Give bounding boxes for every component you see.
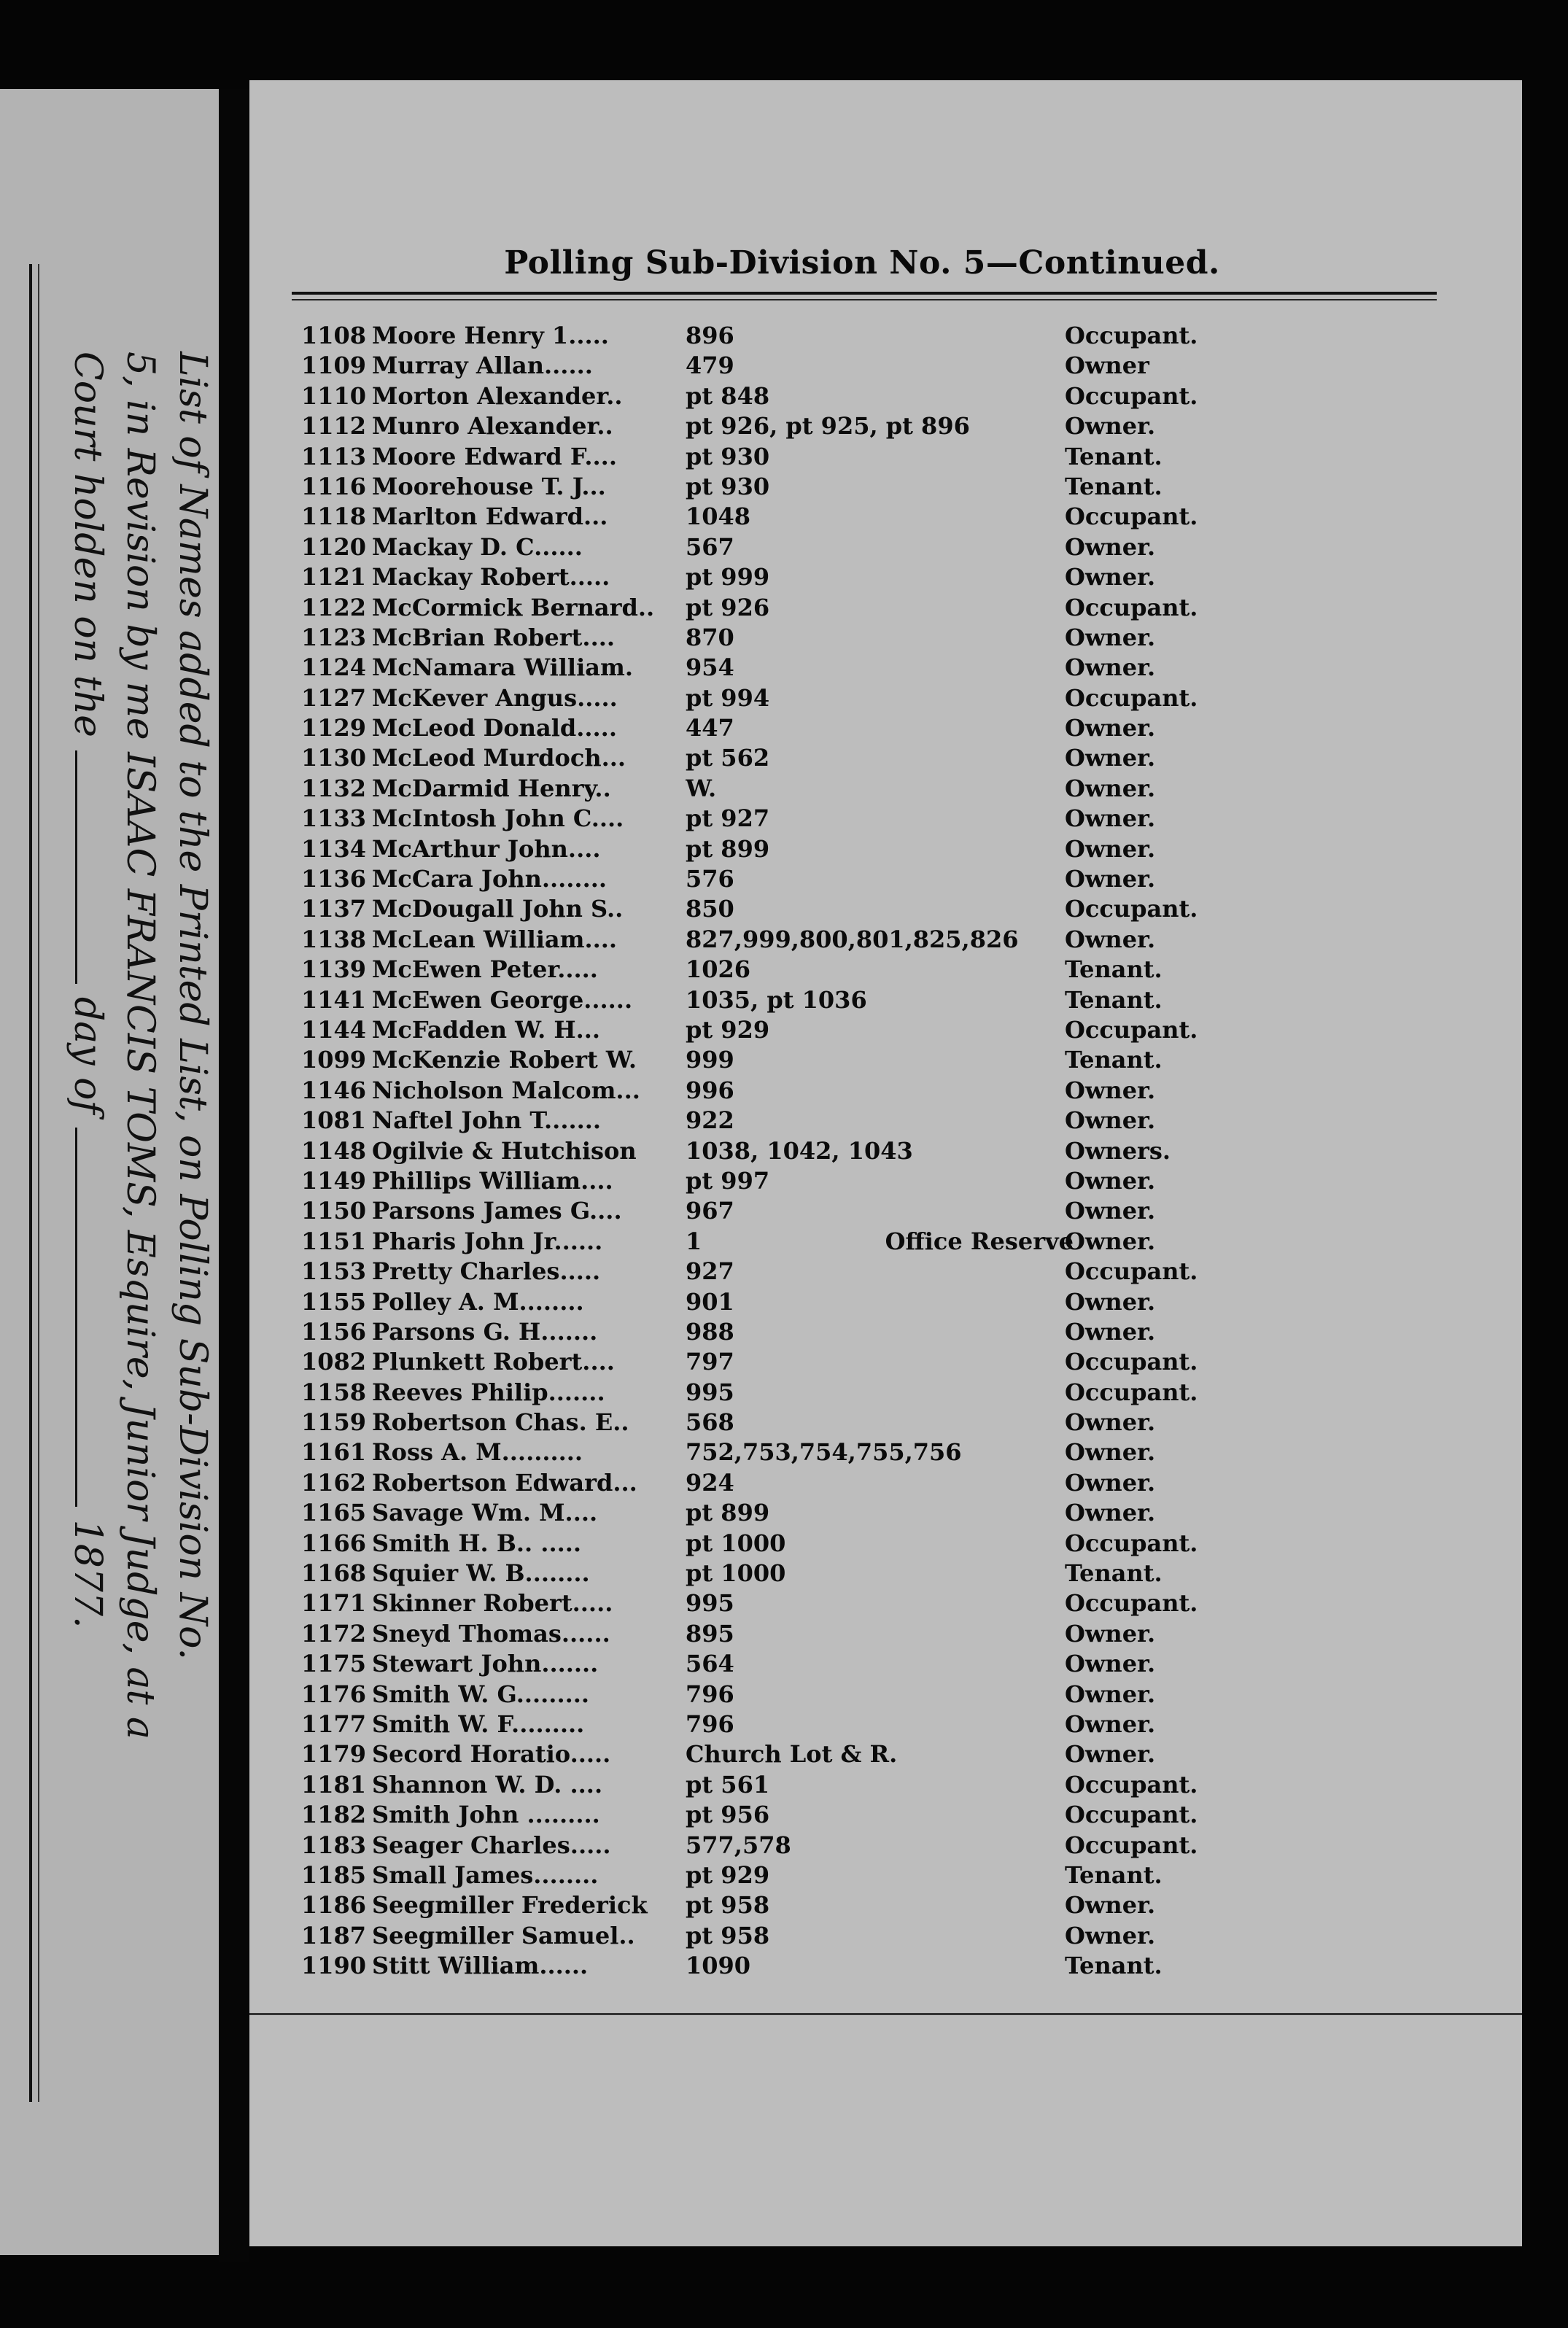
qualification: Owner.: [1065, 1227, 1156, 1255]
entry-number: 1187: [300, 1921, 366, 1949]
entry-number: 1113: [300, 442, 366, 470]
entry-number: 1183: [300, 1831, 366, 1859]
blank-date-day: [75, 750, 77, 984]
lot-number: 901: [686, 1287, 734, 1316]
qualification: Tenant.: [1065, 955, 1163, 984]
list-row: [249, 1015, 1522, 1045]
list-row: [249, 1649, 1522, 1679]
left-page-margin: [0, 89, 219, 2255]
list-row: [249, 1831, 1522, 1861]
entry-number: 1133: [300, 804, 366, 833]
list-row: [249, 1106, 1522, 1136]
qualification: Occupant.: [1065, 1015, 1198, 1044]
lot-number: 567: [686, 532, 734, 561]
lot-number: 1048: [686, 503, 751, 531]
voter-name: Ogilvie & Hutchison: [372, 1136, 637, 1165]
qualification: Owner.: [1065, 1468, 1156, 1497]
list-row: [249, 1166, 1522, 1196]
qualification: Owner.: [1065, 1499, 1156, 1527]
list-row: [249, 683, 1522, 713]
qualification: Tenant.: [1065, 1861, 1163, 1889]
blank-date-month: [75, 1128, 77, 1507]
lot-number: 796: [686, 1710, 734, 1738]
lot-number: pt 927: [686, 804, 770, 833]
entry-number: 1175: [300, 1650, 366, 1678]
list-row: [249, 713, 1522, 743]
lot-number: pt 1000: [686, 1529, 786, 1557]
qualification: Occupant.: [1065, 1348, 1198, 1376]
entry-number: 1161: [300, 1438, 366, 1467]
qualification: Owner.: [1065, 714, 1156, 742]
qualification: Owner.: [1065, 653, 1156, 682]
qualification: Occupant.: [1065, 1831, 1198, 1859]
note-line-3-text-a: Court holden on the: [66, 352, 109, 737]
voter-name: Ross A. M..........: [372, 1438, 583, 1467]
voter-name: Skinner Robert.....: [372, 1589, 613, 1618]
qualification: Owner.: [1065, 1650, 1156, 1678]
qualification: Owner.: [1065, 1680, 1156, 1708]
lot-number: pt 899: [686, 1499, 770, 1527]
lot-number: pt 930: [686, 472, 770, 500]
entry-number: 1149: [300, 1166, 366, 1195]
entry-number: 1141: [300, 985, 366, 1014]
rotated-certification-note: [44, 352, 219, 2102]
entry-number: 1116: [300, 472, 366, 500]
list-row: [249, 1921, 1522, 1951]
entry-number: 1081: [300, 1106, 366, 1135]
list-row: [249, 1770, 1522, 1800]
entry-number: 1168: [300, 1559, 366, 1588]
voter-name: Robertson Edward...: [372, 1468, 637, 1497]
list-row: [249, 532, 1522, 562]
qualification: Occupant.: [1065, 1529, 1198, 1557]
voter-name: Pretty Charles.....: [372, 1257, 601, 1286]
note-line-1: [166, 352, 219, 2102]
entry-number: 1159: [300, 1408, 366, 1437]
list-row: [249, 1347, 1522, 1377]
voter-name: Shannon W. D. ....: [372, 1770, 603, 1799]
voter-name: McCara John........: [372, 865, 607, 893]
lot-number: pt 997: [686, 1166, 770, 1195]
qualification: Owner.: [1065, 865, 1156, 893]
voter-name: McBrian Robert....: [372, 623, 615, 651]
lot-number: Church Lot & R.: [686, 1740, 898, 1769]
entry-number: 1129: [300, 714, 366, 742]
voter-name: Nicholson Malcom...: [372, 1076, 640, 1104]
list-row: [249, 834, 1522, 864]
qualification: Occupant.: [1065, 322, 1198, 349]
list-row: [249, 411, 1522, 441]
qualification: Owner.: [1065, 623, 1156, 651]
note-line-2: [114, 352, 166, 2102]
lot-number: pt 994: [686, 683, 770, 712]
voter-name: Moore Edward F....: [372, 442, 617, 470]
binding-gutter: [219, 89, 249, 2262]
lot-number: 1038, 1042, 1043: [686, 1136, 913, 1165]
list-row: [249, 1739, 1522, 1769]
voter-name: Smith John .........: [372, 1801, 600, 1829]
lot-number: pt 926: [686, 593, 770, 621]
entry-number: 1137: [300, 895, 366, 923]
page-heading: Polling Sub-Division No. 5—Continued.: [504, 244, 1220, 282]
voter-name: Seegmiller Samuel..: [372, 1921, 635, 1949]
voter-name: McLeod Murdoch...: [372, 744, 626, 772]
qualification: Occupant.: [1065, 1589, 1198, 1618]
lot-number: 827,999,800,801,825,826: [686, 925, 1019, 953]
entry-number: 1144: [300, 1015, 366, 1044]
list-row: [249, 894, 1522, 924]
voter-name: Squier W. B........: [372, 1559, 590, 1588]
list-row: [249, 743, 1522, 773]
list-row: [249, 985, 1522, 1015]
list-row: [249, 1498, 1522, 1528]
lot-number: pt 930: [686, 442, 770, 470]
qualification: Tenant.: [1065, 442, 1163, 470]
lot-number: 870: [686, 623, 734, 651]
list-row: [249, 321, 1522, 351]
voter-name: Murray Allan......: [372, 352, 593, 380]
list-row: [249, 1619, 1522, 1649]
voters-list-page: [249, 80, 1522, 2246]
note-line-1-text: List of Names added to the Printed List, on Polling Sub-Division No.: [171, 352, 214, 1661]
voter-name: McLean William....: [372, 925, 618, 953]
voter-name: Munro Alexander..: [372, 412, 613, 441]
qualification: Owner.: [1065, 1891, 1156, 1920]
voter-name: McLeod Donald.....: [372, 714, 617, 742]
qualification: Owner.: [1065, 804, 1156, 833]
lot-number: 927: [686, 1257, 734, 1286]
entry-number: 1130: [300, 744, 366, 772]
voter-name: Stewart John.......: [372, 1650, 599, 1678]
lot-number: 752,753,754,755,756: [686, 1438, 962, 1467]
voter-name: McArthur John....: [372, 834, 601, 863]
list-row: [249, 1468, 1522, 1498]
entry-number: 1181: [300, 1770, 366, 1799]
list-row: [249, 1257, 1522, 1287]
voter-name: McKenzie Robert W.: [372, 1046, 637, 1074]
margin-rule-outer: [29, 264, 32, 2102]
qualification: Tenant.: [1065, 985, 1163, 1014]
list-row: [249, 774, 1522, 804]
entry-number: 1165: [300, 1499, 366, 1527]
voter-name: McDarmid Henry..: [372, 774, 611, 802]
qualification: Owner.: [1065, 412, 1156, 441]
qualification: Owner.: [1065, 744, 1156, 772]
lot-number: pt 1000: [686, 1559, 786, 1588]
list-row: [249, 593, 1522, 623]
lot-number: 1: [686, 1227, 702, 1255]
list-row: [249, 1287, 1522, 1317]
qualification: Owner.: [1065, 1438, 1156, 1467]
entry-number: 1155: [300, 1287, 366, 1316]
lot-number: 996: [686, 1076, 734, 1104]
list-row: [249, 1408, 1522, 1437]
entry-number: 1134: [300, 834, 366, 863]
qualification: Occupant.: [1065, 1801, 1198, 1829]
list-row: [249, 1196, 1522, 1226]
voter-name: Mackay D. C......: [372, 532, 583, 561]
lot-note: Office Reserve: [885, 1227, 1074, 1255]
voter-name: Naftel John T.......: [372, 1106, 602, 1135]
list-row: [249, 623, 1522, 653]
qualification: Owner.: [1065, 1197, 1156, 1225]
lot-number: 895: [686, 1619, 734, 1648]
voter-name: McFadden W. H...: [372, 1015, 601, 1044]
entry-number: 1177: [300, 1710, 366, 1738]
voter-name: Smith H. B.. .....: [372, 1529, 581, 1557]
qualification: Occupant.: [1065, 1770, 1198, 1799]
qualification: Occupant.: [1065, 593, 1198, 621]
qualification: Occupant.: [1065, 503, 1198, 531]
lot-number: pt 958: [686, 1891, 770, 1920]
lot-number: W.: [686, 774, 717, 802]
entry-number: 1124: [300, 653, 366, 682]
entry-number: 1138: [300, 925, 366, 953]
note-line-2-text: 5, in Revision by me ISAAC FRANCIS TOMS, Esquire, Junior Judge, at a: [118, 352, 162, 1739]
entry-number: 1153: [300, 1257, 366, 1286]
lot-number: pt 956: [686, 1801, 770, 1829]
bottom-rule: [249, 2013, 1522, 2015]
list-row: [249, 1951, 1522, 1981]
lot-number: 896: [686, 322, 734, 349]
entry-number: 1190: [300, 1952, 366, 1980]
lot-number: pt 929: [686, 1861, 770, 1889]
lot-number: 1026: [686, 955, 751, 984]
list-row: [249, 925, 1522, 955]
qualification: Owner.: [1065, 1408, 1156, 1437]
list-row: [249, 1076, 1522, 1106]
entry-number: 1123: [300, 623, 366, 651]
list-row: [249, 442, 1522, 472]
entry-number: 1162: [300, 1468, 366, 1497]
qualification: Occupant.: [1065, 895, 1198, 923]
entry-number: 1171: [300, 1589, 366, 1618]
lot-number: 995: [686, 1589, 734, 1618]
qualification: Tenant.: [1065, 1046, 1163, 1074]
list-row: [249, 1559, 1522, 1588]
qualification: Owner.: [1065, 563, 1156, 591]
lot-number: pt 899: [686, 834, 770, 863]
qualification: Owner.: [1065, 1106, 1156, 1135]
entry-number: 1176: [300, 1680, 366, 1708]
qualification: Owner.: [1065, 1076, 1156, 1104]
list-row: [249, 1588, 1522, 1618]
lot-number: pt 926, pt 925, pt 896: [686, 412, 970, 441]
entry-number: 1099: [300, 1046, 366, 1074]
list-row: [249, 1437, 1522, 1467]
qualification: Owner.: [1065, 532, 1156, 561]
voter-name: Morton Alexander..: [372, 381, 623, 410]
lot-number: 988: [686, 1317, 734, 1346]
note-line-3-text-b: day of: [66, 996, 109, 1114]
voter-name: Parsons James G....: [372, 1197, 622, 1225]
list-row: [249, 1710, 1522, 1739]
qualification: Tenant.: [1065, 1952, 1163, 1980]
list-row: [249, 351, 1522, 381]
entry-number: 1139: [300, 955, 366, 984]
list-row: [249, 864, 1522, 894]
lot-number: pt 848: [686, 381, 770, 410]
voter-name: Marlton Edward...: [372, 503, 608, 531]
lot-number: pt 999: [686, 563, 770, 591]
voter-name: Plunkett Robert....: [372, 1348, 615, 1376]
list-row: [249, 804, 1522, 834]
voter-name: Phillips William....: [372, 1166, 613, 1195]
entry-number: 1109: [300, 352, 366, 380]
qualification: Owner.: [1065, 1740, 1156, 1769]
lot-number: 576: [686, 865, 734, 893]
lot-number: 1090: [686, 1952, 751, 1980]
qualification: Owner.: [1065, 774, 1156, 802]
qualification: Owner.: [1065, 1317, 1156, 1346]
lot-number: pt 958: [686, 1921, 770, 1949]
entry-number: 1185: [300, 1861, 366, 1889]
qualification: Owner.: [1065, 1619, 1156, 1648]
entry-number: 1186: [300, 1891, 366, 1920]
lot-number: pt 561: [686, 1770, 770, 1799]
qualification: Owners.: [1065, 1136, 1171, 1165]
qualification: Owner: [1065, 352, 1149, 380]
voter-name: Smith W. G.........: [372, 1680, 589, 1708]
qualification: Occupant.: [1065, 1257, 1198, 1286]
voter-name: Small James........: [372, 1861, 599, 1889]
list-row: [249, 1800, 1522, 1830]
voter-name: Pharis John Jr......: [372, 1227, 603, 1255]
qualification: Occupant.: [1065, 1378, 1198, 1406]
voter-name: Reeves Philip.......: [372, 1378, 605, 1406]
list-row: [249, 1861, 1522, 1890]
list-row: [249, 381, 1522, 411]
qualification: Owner.: [1065, 1287, 1156, 1316]
list-row: [249, 1227, 1522, 1257]
voter-name: Smith W. F.........: [372, 1710, 585, 1738]
voter-name: Sneyd Thomas......: [372, 1619, 610, 1648]
entry-number: 1172: [300, 1619, 366, 1648]
voter-name: Robertson Chas. E..: [372, 1408, 629, 1437]
entry-number: 1146: [300, 1076, 366, 1104]
qualification: Owner.: [1065, 1166, 1156, 1195]
entry-number: 1151: [300, 1227, 366, 1255]
qualification: Occupant.: [1065, 683, 1198, 712]
voter-name: Savage Wm. M....: [372, 1499, 598, 1527]
heading-rule-thick: [292, 292, 1437, 295]
lot-number: 954: [686, 653, 734, 682]
lot-number: 995: [686, 1378, 734, 1406]
list-row: [249, 1890, 1522, 1920]
list-row: [249, 1680, 1522, 1710]
note-line-3: [61, 352, 114, 2102]
qualification: Owner.: [1065, 1921, 1156, 1949]
list-row: [249, 502, 1522, 532]
lot-number: 479: [686, 352, 734, 380]
list-row: [249, 472, 1522, 502]
entry-number: 1120: [300, 532, 366, 561]
lot-number: 967: [686, 1197, 734, 1225]
lot-number: 577,578: [686, 1831, 791, 1859]
lot-number: 924: [686, 1468, 734, 1497]
lot-number: 850: [686, 895, 734, 923]
entry-number: 1112: [300, 412, 366, 441]
voter-name: McKever Angus.....: [372, 683, 618, 712]
entry-number: 1136: [300, 865, 366, 893]
entry-number: 1158: [300, 1378, 366, 1406]
entry-number: 1179: [300, 1740, 366, 1769]
lot-number: 922: [686, 1106, 734, 1135]
entry-number: 1150: [300, 1197, 366, 1225]
entry-number: 1182: [300, 1801, 366, 1829]
qualification: Owner.: [1065, 1710, 1156, 1738]
lot-number: 1035, pt 1036: [686, 985, 867, 1014]
entry-number: 1166: [300, 1529, 366, 1557]
qualification: Occupant.: [1065, 381, 1198, 410]
voter-name: Seager Charles.....: [372, 1831, 611, 1859]
voter-name: Moore Henry 1.....: [372, 322, 609, 349]
list-row: [249, 562, 1522, 592]
list-row: [249, 1045, 1522, 1075]
voter-name: Seegmiller Frederick: [372, 1891, 648, 1920]
list-row: [249, 1378, 1522, 1408]
voter-name: Moorehouse T. J...: [372, 472, 606, 500]
lot-number: 447: [686, 714, 734, 742]
entry-number: 1148: [300, 1136, 366, 1165]
list-row: [249, 1317, 1522, 1347]
voter-name: Secord Horatio.....: [372, 1740, 611, 1769]
voter-name: Polley A. M........: [372, 1287, 584, 1316]
lot-number: 796: [686, 1680, 734, 1708]
entry-number: 1122: [300, 593, 366, 621]
entry-number: 1082: [300, 1348, 366, 1376]
entry-number: 1156: [300, 1317, 366, 1346]
voter-name: McCormick Bernard..: [372, 593, 655, 621]
heading-rule-thin: [292, 299, 1437, 300]
lot-number: pt 562: [686, 744, 770, 772]
entry-number: 1118: [300, 503, 366, 531]
lot-number: 999: [686, 1046, 734, 1074]
voter-name: Parsons G. H.......: [372, 1317, 598, 1346]
qualification: Tenant.: [1065, 472, 1163, 500]
voter-name: Stitt William......: [372, 1952, 589, 1980]
qualification: Owner.: [1065, 925, 1156, 953]
margin-rule-inner: [38, 264, 39, 2102]
entry-number: 1108: [300, 322, 366, 349]
lot-number: 564: [686, 1650, 734, 1678]
list-row: [249, 1136, 1522, 1166]
entry-number: 1110: [300, 381, 366, 410]
entry-number: 1127: [300, 683, 366, 712]
lot-number: pt 929: [686, 1015, 770, 1044]
voter-name: Mackay Robert.....: [372, 563, 610, 591]
lot-number: 797: [686, 1348, 734, 1376]
list-row: [249, 955, 1522, 985]
voter-name: McIntosh John C....: [372, 804, 624, 833]
entry-number: 1121: [300, 563, 366, 591]
voter-name: McDougall John S..: [372, 895, 624, 923]
list-row: [249, 653, 1522, 683]
entry-number: 1132: [300, 774, 366, 802]
list-row: [249, 1529, 1522, 1559]
note-line-3-text-c: 1877.: [66, 1519, 109, 1629]
voter-name: McNamara William.: [372, 653, 633, 682]
lot-number: 568: [686, 1408, 734, 1437]
voters-list: [249, 321, 1522, 1981]
voter-name: McEwen George......: [372, 985, 633, 1014]
qualification: Tenant.: [1065, 1559, 1163, 1588]
voter-name: McEwen Peter.....: [372, 955, 598, 984]
qualification: Owner.: [1065, 834, 1156, 863]
